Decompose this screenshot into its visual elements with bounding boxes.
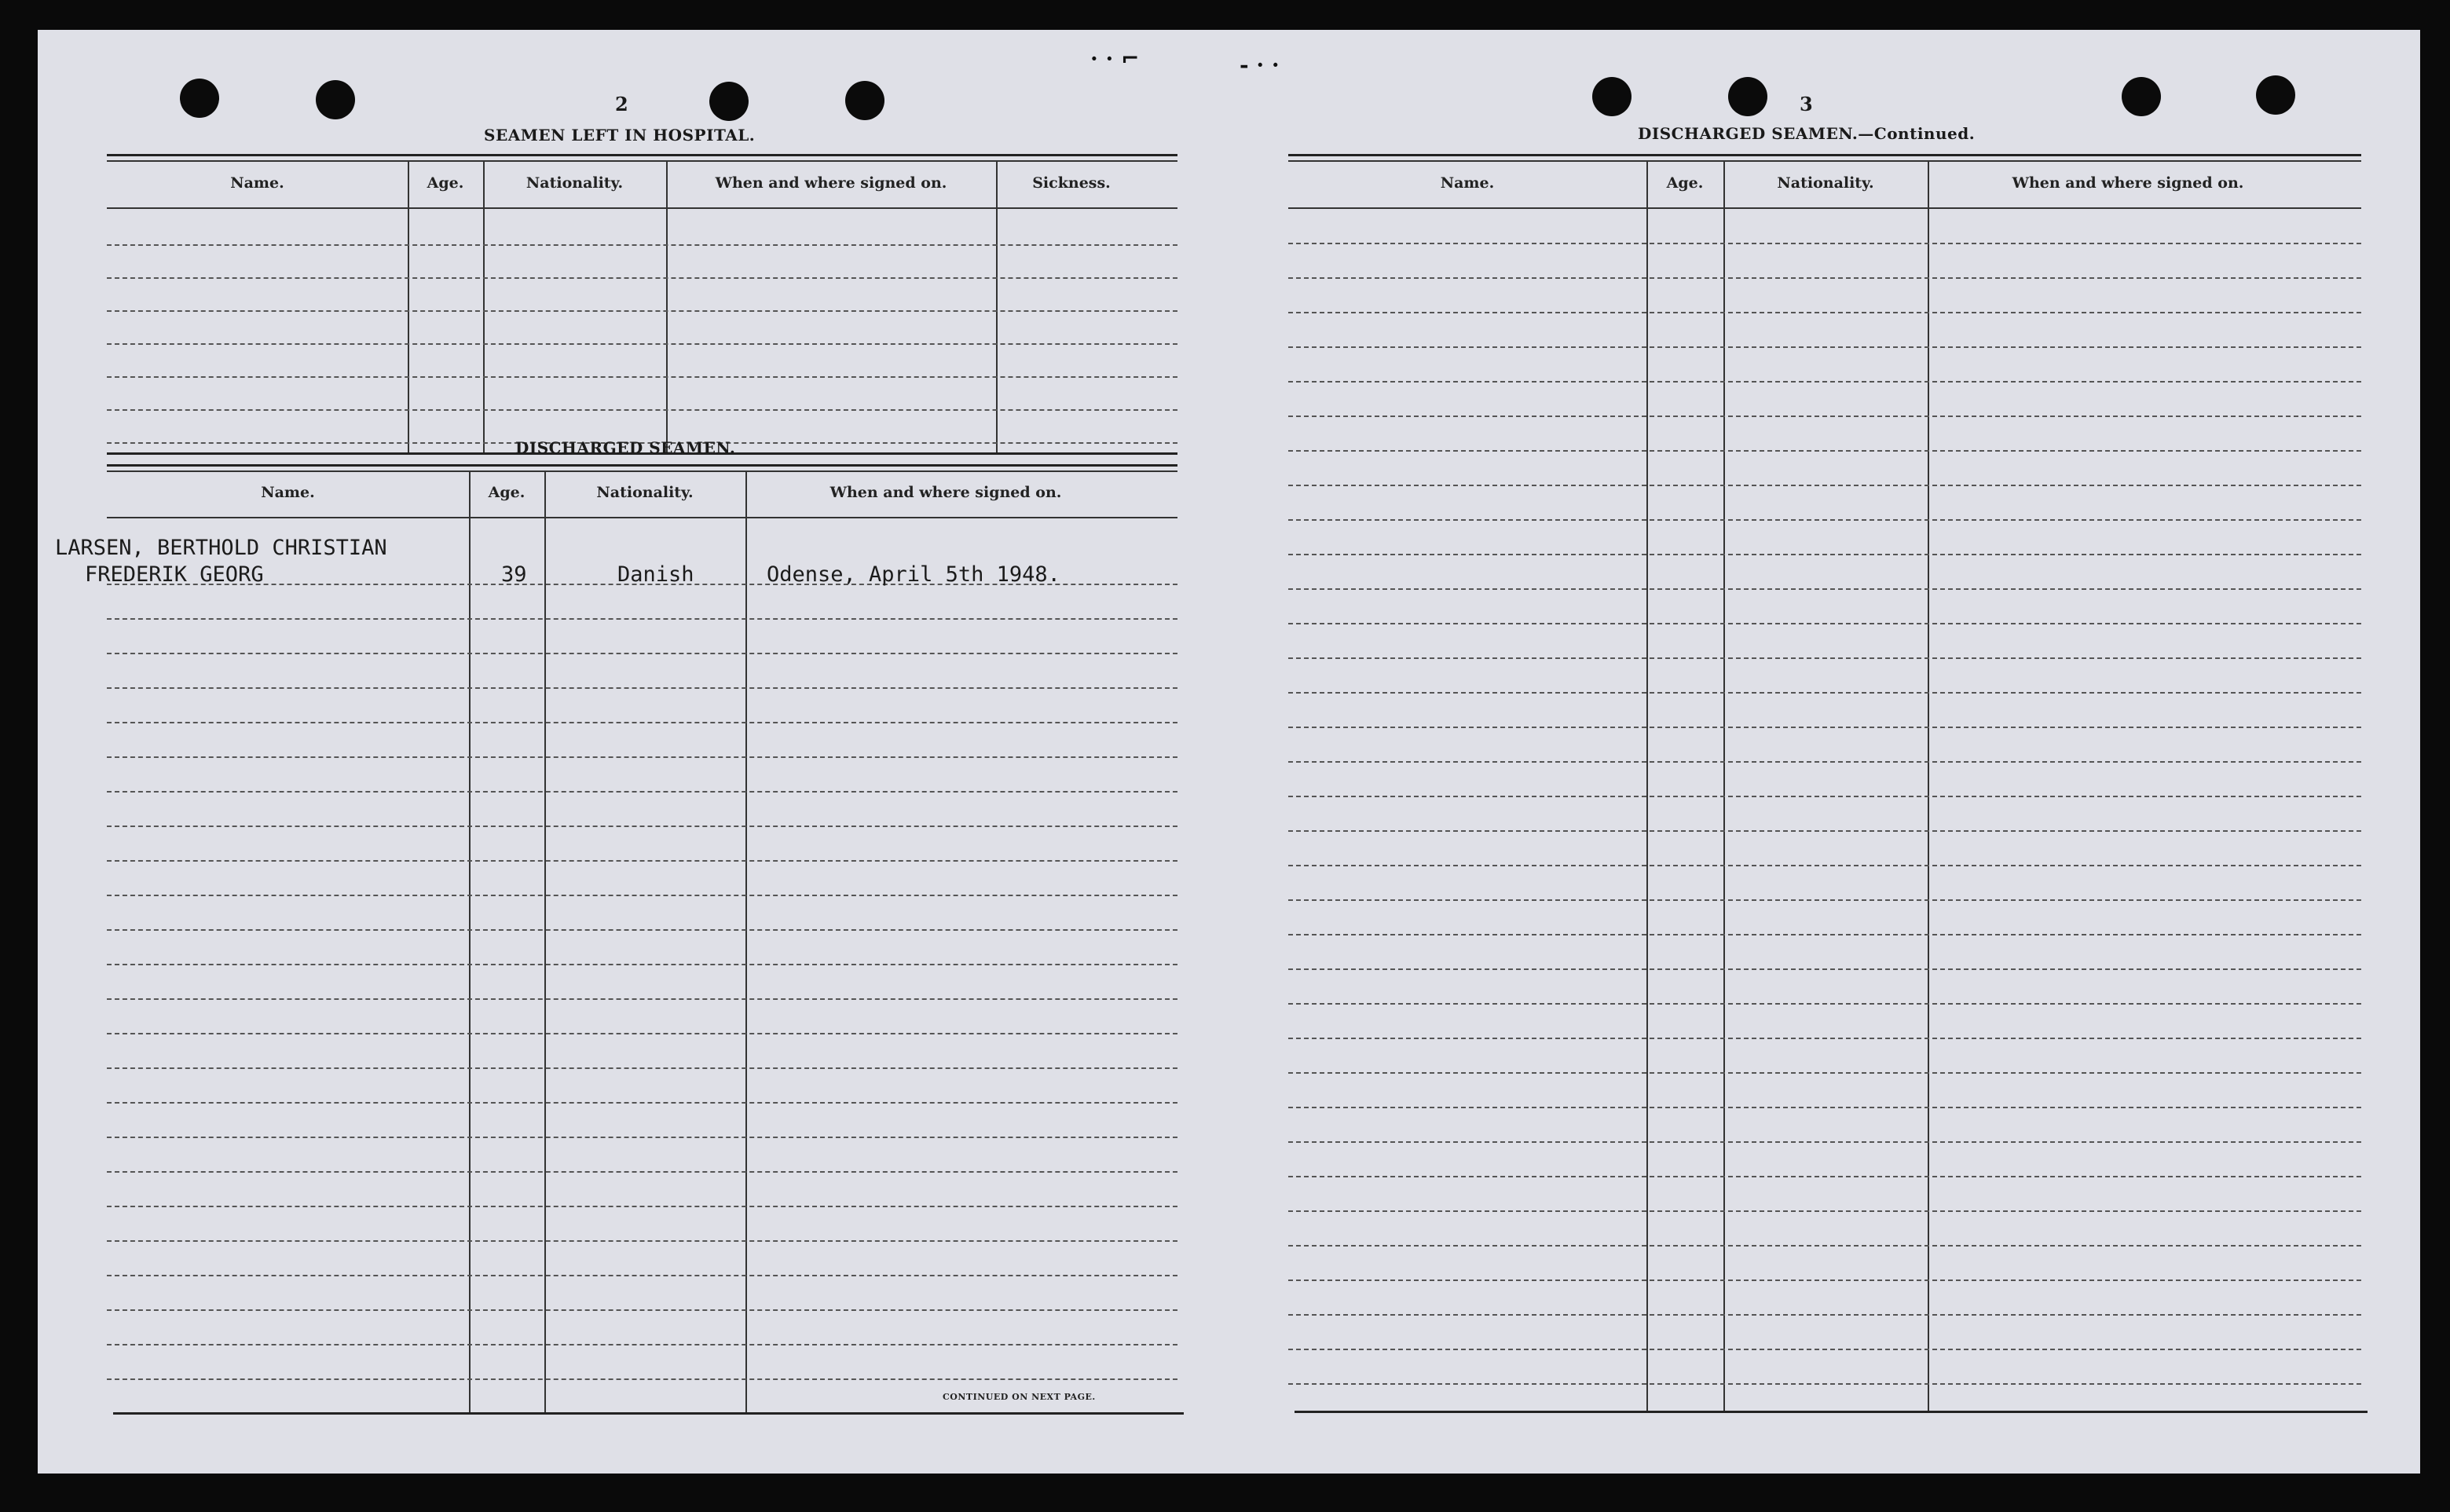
column-header: When and where signed on. xyxy=(2012,174,2244,192)
seaman-name-line2: FREDERIK GEORG xyxy=(85,562,264,587)
stray-mark: · · ⌐ xyxy=(1090,46,1140,71)
discharged-section-title: DISCHARGED SEAMEN. xyxy=(515,438,736,457)
column-header: Age. xyxy=(1666,174,1704,192)
punch-hole xyxy=(709,82,749,121)
column-header: Sickness. xyxy=(1032,174,1111,192)
column-header: Age. xyxy=(427,174,464,192)
punch-hole xyxy=(1728,77,1767,116)
column-header: Nationality. xyxy=(596,484,694,501)
page-number: 2 xyxy=(615,93,628,115)
column-header: Nationality. xyxy=(1777,174,1874,192)
column-header: Name. xyxy=(230,174,284,192)
punch-hole xyxy=(2256,75,2295,115)
punch-hole xyxy=(180,79,219,118)
punch-hole xyxy=(845,81,884,120)
column-header: When and where signed on. xyxy=(829,484,1062,501)
punch-hole xyxy=(316,80,355,119)
column-header: Name. xyxy=(261,484,315,501)
column-header: Age. xyxy=(488,484,526,501)
punch-hole xyxy=(1592,77,1632,116)
column-header: Nationality. xyxy=(526,174,624,192)
page-number: 3 xyxy=(1800,93,1813,115)
hospital-section-title: SEAMEN LEFT IN HOSPITAL. xyxy=(484,126,756,145)
seaman-name-line1: LARSEN, BERTHOLD CHRISTIAN xyxy=(55,536,387,560)
seaman-nationality: Danish xyxy=(617,562,694,587)
discharged-continued-title: DISCHARGED SEAMEN.—Continued. xyxy=(1638,124,1976,143)
form-sheet xyxy=(38,30,2420,1474)
punch-hole xyxy=(2122,77,2161,116)
seaman-age: 39 xyxy=(501,562,527,587)
column-header: Name. xyxy=(1440,174,1495,192)
column-header: When and where signed on. xyxy=(715,174,947,192)
seaman-signed-on: Odense, April 5th 1948. xyxy=(767,562,1060,587)
stray-mark: - · · xyxy=(1240,52,1280,78)
continued-footer: CONTINUED ON NEXT PAGE. xyxy=(943,1392,1096,1402)
